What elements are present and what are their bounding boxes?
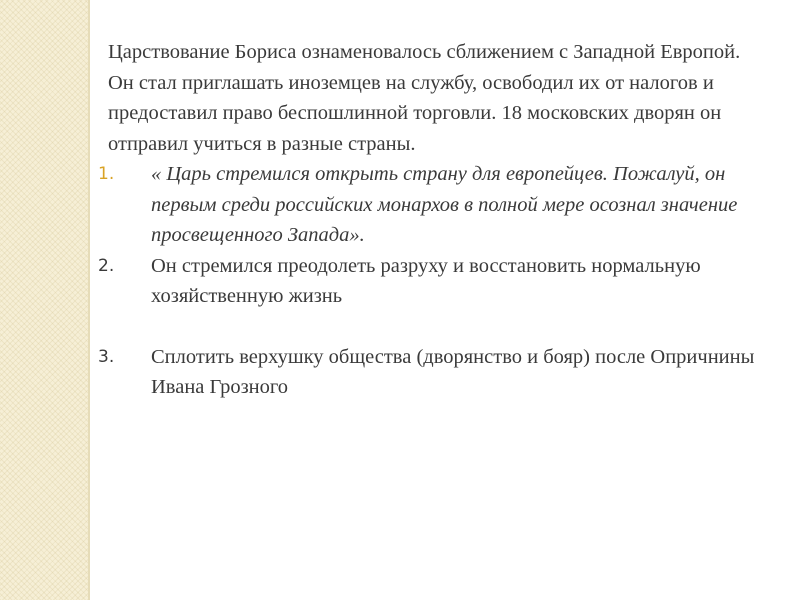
intro-paragraph: Царствование Бориса ознаменовалось сближением с Западной Европой. Он стал приглашать иноземцев на службу, освободил их от налогов и предоставил право беспошлинной торговли. 18 московских дворян он отправил учиться в разные страны. — [108, 41, 741, 155]
list-item-text: « Царь стремился открыть страну для европейцев. Пожалуй, он первым среди российских монархов в полной мере осознал значение просвещенного Запада». — [151, 163, 738, 246]
numbered-list — [98, 159, 758, 403]
list-item-number: 1. — [98, 164, 115, 184]
list-item-number: 2. — [98, 255, 115, 276]
list-item-1 — [98, 159, 758, 251]
side-stripe-border — [88, 0, 90, 600]
decorative-side-stripe — [0, 0, 88, 600]
list-item-text: Сплотить верхушку общества (дворянство и бояр) после Опричнины Ивана Грозного — [151, 345, 755, 398]
list-item-3 — [98, 342, 758, 403]
slide-content — [98, 37, 758, 403]
list-spacer — [108, 312, 758, 342]
list-item-text: Он стремился преодолеть разруху и восстановить нормальную хозяйственную жизнь — [151, 254, 701, 307]
list-item-number: 3. — [98, 346, 115, 367]
list-item-2 — [98, 251, 758, 312]
